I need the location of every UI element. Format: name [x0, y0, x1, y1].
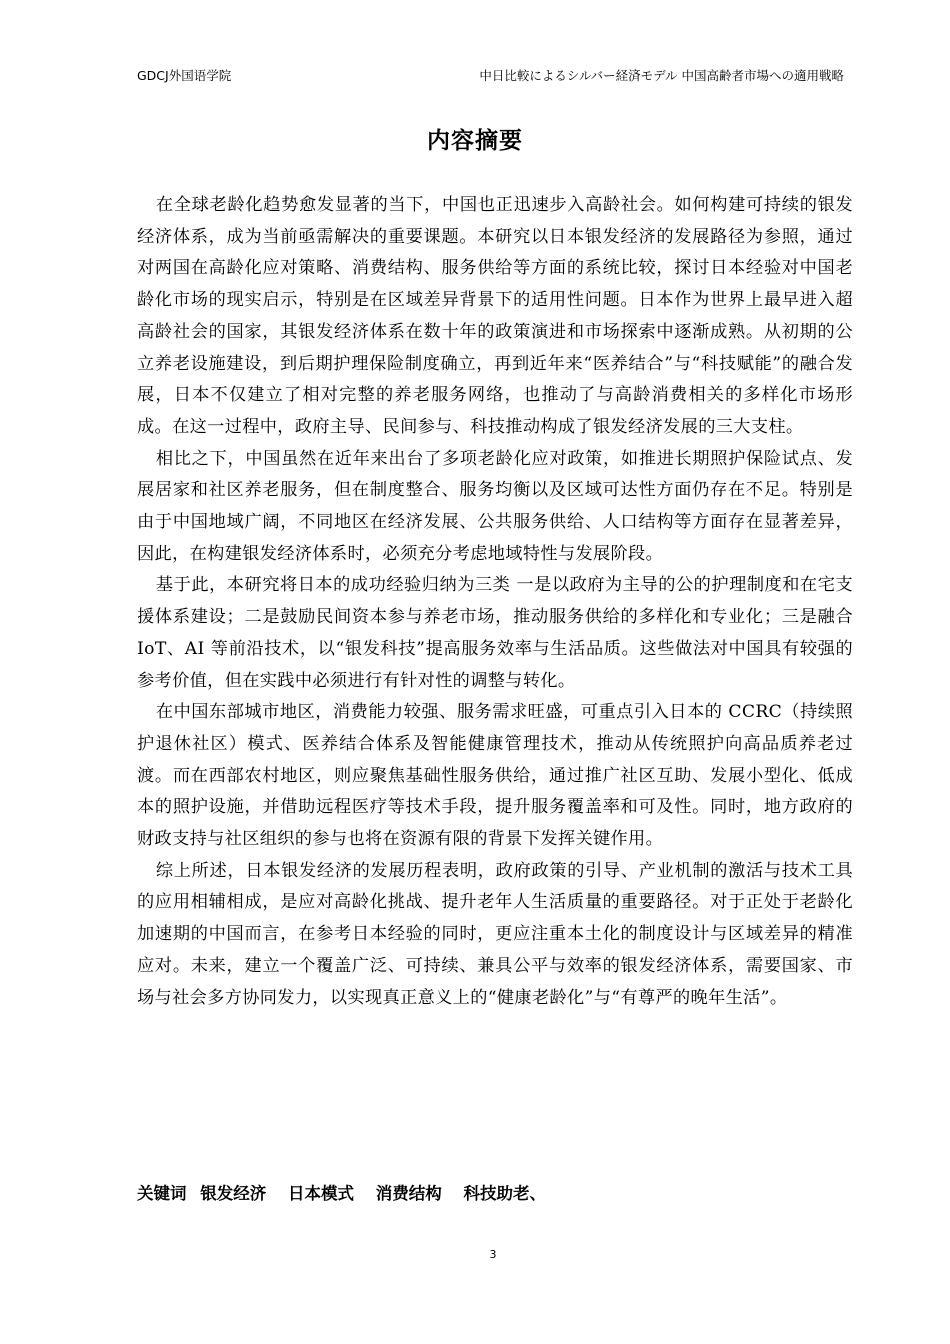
keywords-line	[137, 1180, 853, 1208]
page-title: 内容摘要	[427, 128, 523, 154]
paragraph-1: 在全球老龄化趋势愈发显著的当下，中国也正迅速步入高龄社会。如何构建可持续的银发经济体系，成为当前亟需解决的重要课题。本研究以日本银发经济的发展路径为参照，通过对两国在高龄化应对策略、消费结构、服务供给等方面的系统比较，探讨日本经验对中国老龄化市场的现实启示，特别是在区域差异背景下的适用性问题。日本作为世界上最早进入超高龄社会的国家，其银发经济体系在数十年的政策演进和市场探索中逐渐成熟。从初期的公立养老设施建设，到后期护理保险制度确立，再到近年来“医养结合”与“科技赋能”的融合发展，日本不仅建立了相对完整的养老服务网络，也推动了与高龄消费相关的多样化市场形成。在这一过程中，政府主导、民间参与、科技推动构成了银发经济发展的三大支柱。	[137, 195, 853, 437]
keyword-item: 消费结构	[375, 1184, 442, 1203]
header-institution: GDCJ外国语学院	[137, 68, 232, 83]
abstract-body	[137, 190, 853, 1014]
keyword-item: 日本模式	[288, 1184, 354, 1203]
keyword-item: 科技助老、	[463, 1184, 546, 1203]
page-number: 3	[489, 1248, 497, 1261]
paragraph-2: 相比之下，中国虽然在近年来出台了多项老龄化应对政策，如推进长期照护保险试点、发展居家和社区养老服务，但在制度整合、服务均衡以及区域可达性方面仍存在不足。特别是由于中国地域广阔，不同地区在经济发展、公共服务供给、人口结构等方面存在显著差异，因此，在构建银发经济体系时，必须充分考虑地域特性与发展阶段。	[137, 448, 853, 564]
keywords-label: 关键词	[137, 1184, 187, 1203]
paragraph-3: 基于此，本研究将日本的成功经验归纳为三类 一是以政府为主导的公的护理制度和在宅支援体系建设；二是鼓励民间资本参与养老市场，推动服务供给的多样化和专业化；三是融合 IoT、AI 等前沿技术，以“银发科技”提高服务效率与生活品质。这些做法对中国具有较强的参考价值，但在实践中必须进行有针对性的调整与转化。	[137, 575, 853, 691]
paragraph-5: 综上所述，日本银发经济的发展历程表明，政府政策的引导、产业机制的激活与技术工具的应用相辅相成，是应对高龄化挑战、提升老年人生活质量的重要路径。对于正处于老龄化加速期的中国而言，在参考日本经验的同时，更应注重本土化的制度设计与区域差异的精准应对。未来，建立一个覆盖广泛、可持续、兼具公平与效率的银发经济体系，需要国家、市场与社会多方协同发力，以实现真正意义上的“健康老龄化”与“有尊严的晚年生活”。	[137, 860, 853, 1008]
paragraph-4: 在中国东部城市地区，消费能力较强、服务需求旺盛，可重点引入日本的 CCRC（持续照护退休社区）模式、医养结合体系及智能健康管理技术，推动从传统照护向高品质养老过渡。而在西部农村地区，则应聚焦基础性服务供给，通过推广社区互助、发展小型化、低成本的照护设施，并借助远程医疗等技术手段，提升服务覆盖率和可及性。同时，地方政府的财政支持与社区组织的参与也将在资源有限的背景下发挥关键作用。	[137, 702, 853, 850]
keyword-item: 银发经济	[200, 1184, 267, 1203]
header-running-title: 中日比較によるシルバー経済モデル 中国高齢者市場への適用戦略	[479, 68, 844, 83]
